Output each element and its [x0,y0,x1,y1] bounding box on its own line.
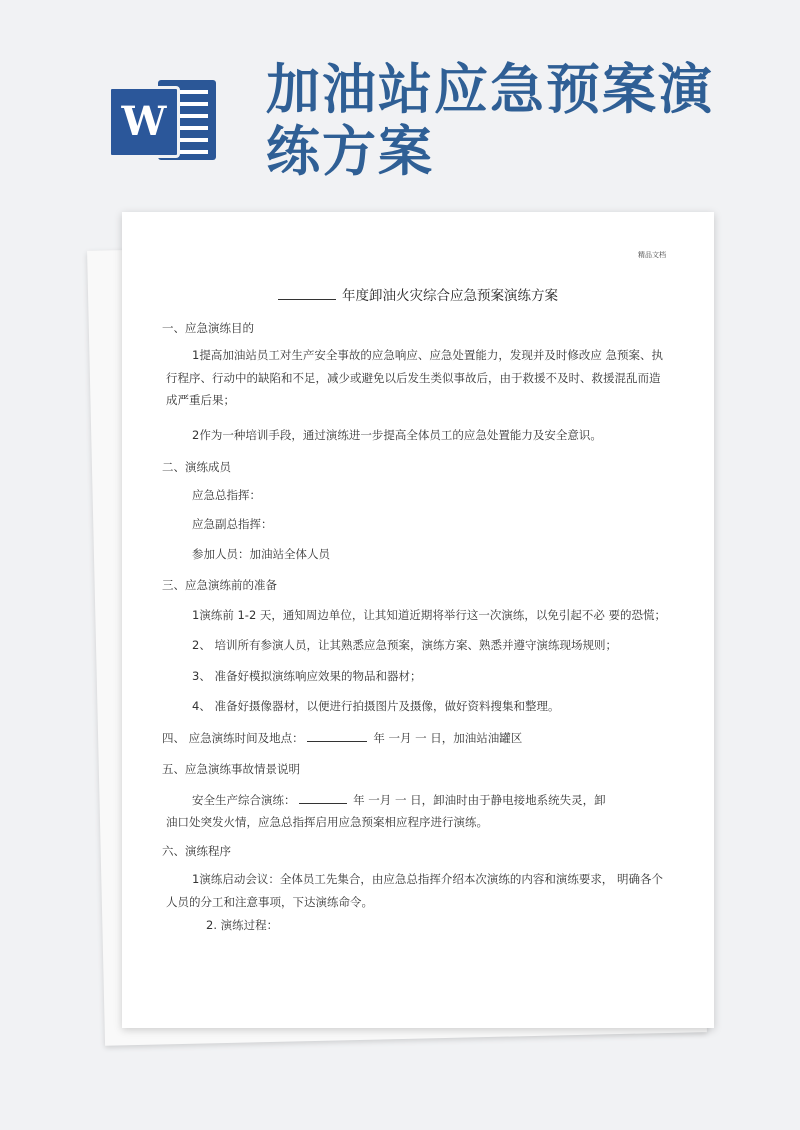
paragraph: 油口处突发火情，应急总指挥启用应急预案相应程序进行演练。 [166,815,488,829]
list-item: 4、 准备好摄像器材，以便进行拍摄图片及摄像，做好资料搜集和整理。 [192,699,560,713]
word-icon [108,74,218,166]
word-w-icon: W [108,86,180,158]
paragraph: 2作为一种培训手段，通过演练进一步提高全体员工的应急处置能力及安全意识。 [192,428,602,442]
list-item: 2. 演练过程： [206,918,279,932]
section-4-value: 年 一月 一 日，加油站油罐区 [373,731,523,745]
paragraph: 1提高加油站员工对生产安全事故的应急响应、应急处置能力，发现并及时修改应 急预案、执行程序、行动中的缺陷和不足，减少或避免以后发生类似事故后，由于救援不及时、救援混乱而造成严重后果； [166,348,663,407]
paragraph: 1演练启动会议：全体员工先集合，由应急总指挥介绍本次演练的内容和演练要求， 明确各个人员的分工和注意事项，下达演练命令。 [166,872,663,909]
document-title [122,288,714,304]
drill-value: 年 一月 一 日，卸油时由于静电接地系统失灵，卸 [353,793,606,807]
section-heading-4 [162,730,522,746]
page-title [266,58,726,182]
drill-label: 安全生产综合演练： [192,793,296,807]
section-4-label: 四、 应急演练时间及地点： [162,731,304,745]
list-item: 参加人员：加油站全体人员 [192,547,330,561]
section-heading-3: 三、应急演练前的准备 [162,578,277,592]
section-heading-1: 一、应急演练目的 [162,321,254,335]
title-line-1: 加油站应急预案演 [266,57,714,121]
section-heading-2: 二、演练成员 [162,460,231,474]
title-line-2: 练方案 [266,119,434,183]
list-item: 应急总指挥： [192,488,261,502]
paragraph [192,792,606,808]
section-heading-5: 五、应急演练事故情景说明 [162,762,300,776]
document-title-text: 年度卸油火灾综合应急预案演练方案 [342,288,558,304]
list-item: 1演练前 1-2 天，通知周边单位，让其知道近期将举行这一次演练，以免引起不必 要的恐慌； [192,608,667,622]
list-item: 2、 培训所有参演人员，让其熟悉应急预案，演练方案、熟悉并遵守演练现场规则； [192,638,617,652]
list-item: 3、 准备好模拟演练响应效果的物品和器材； [192,669,422,683]
list-item: 应急副总指挥： [192,517,273,531]
header-note: 精品文档 [638,251,666,259]
document-page [122,212,714,1028]
section-heading-6: 六、演练程序 [162,844,231,858]
